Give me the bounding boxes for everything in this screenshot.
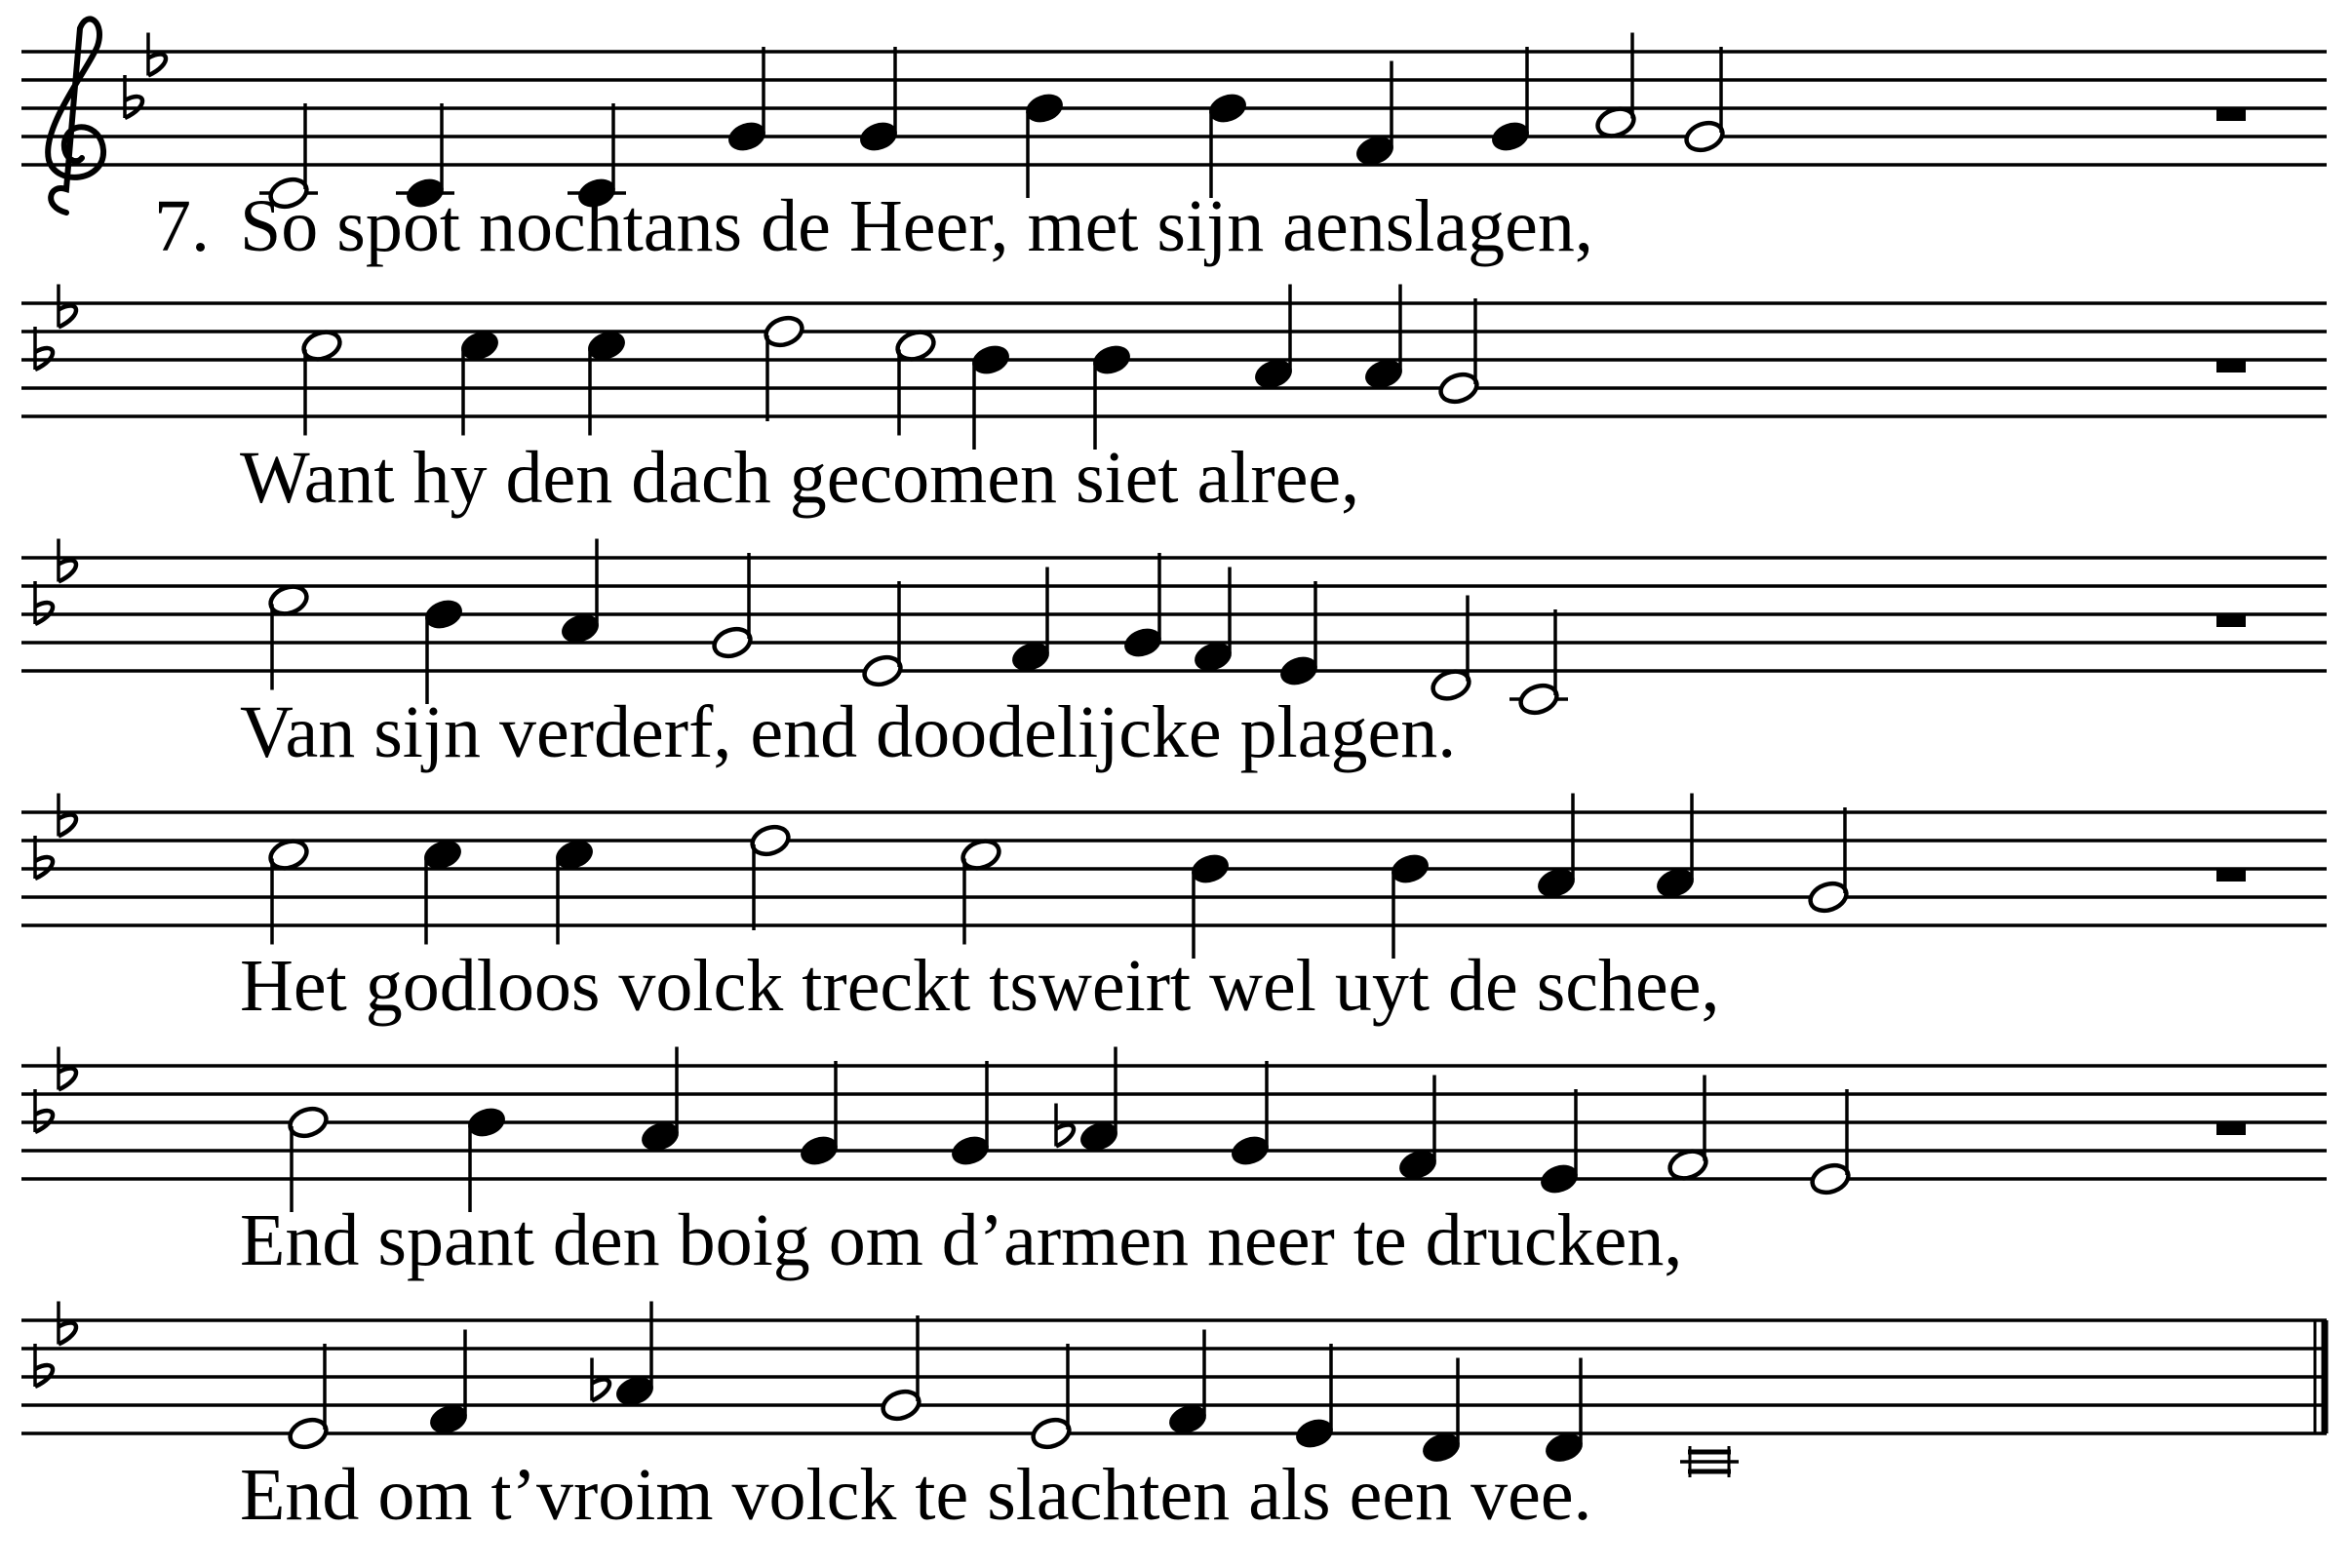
key-signature-flat-e-bowl xyxy=(59,306,76,328)
key-signature-flat-e-bowl xyxy=(59,1323,76,1345)
lyric-line-2: Want hy den dach gecomen siet alree, xyxy=(240,437,1360,519)
treble-clef-icon xyxy=(48,19,103,213)
accidental-flat-bowl xyxy=(1056,1125,1074,1147)
half-rest-icon xyxy=(2216,1122,2246,1135)
lyric-line-3: Van sijn verderf, end doodelijcke plagen. xyxy=(240,691,1457,773)
lyric-line-1: So spot nochtans de Heer, met sijn aenslagen, xyxy=(240,185,1593,267)
half-rest-icon xyxy=(2216,360,2246,372)
lyric-line-4: Het godloos volck treckt tsweirt wel uyt de schee, xyxy=(240,945,1720,1027)
half-rest-icon xyxy=(2216,108,2246,121)
half-rest-icon xyxy=(2216,869,2246,882)
half-rest-icon xyxy=(2216,614,2246,627)
key-signature-flat-e-bowl xyxy=(59,815,76,837)
key-signature-flat-e-bowl xyxy=(59,561,76,582)
key-signature-flat-e-bowl xyxy=(59,1069,76,1090)
key-signature-flat-e-bowl xyxy=(148,55,166,76)
lyric-line-5: End spant den boig om d’armen neer te drucken, xyxy=(240,1199,1683,1281)
lyric-line-6: End om t’vroim volck te slachten als een vee. xyxy=(240,1454,1592,1536)
verse-number: 7. xyxy=(154,185,210,267)
accidental-flat-bowl xyxy=(592,1380,609,1401)
